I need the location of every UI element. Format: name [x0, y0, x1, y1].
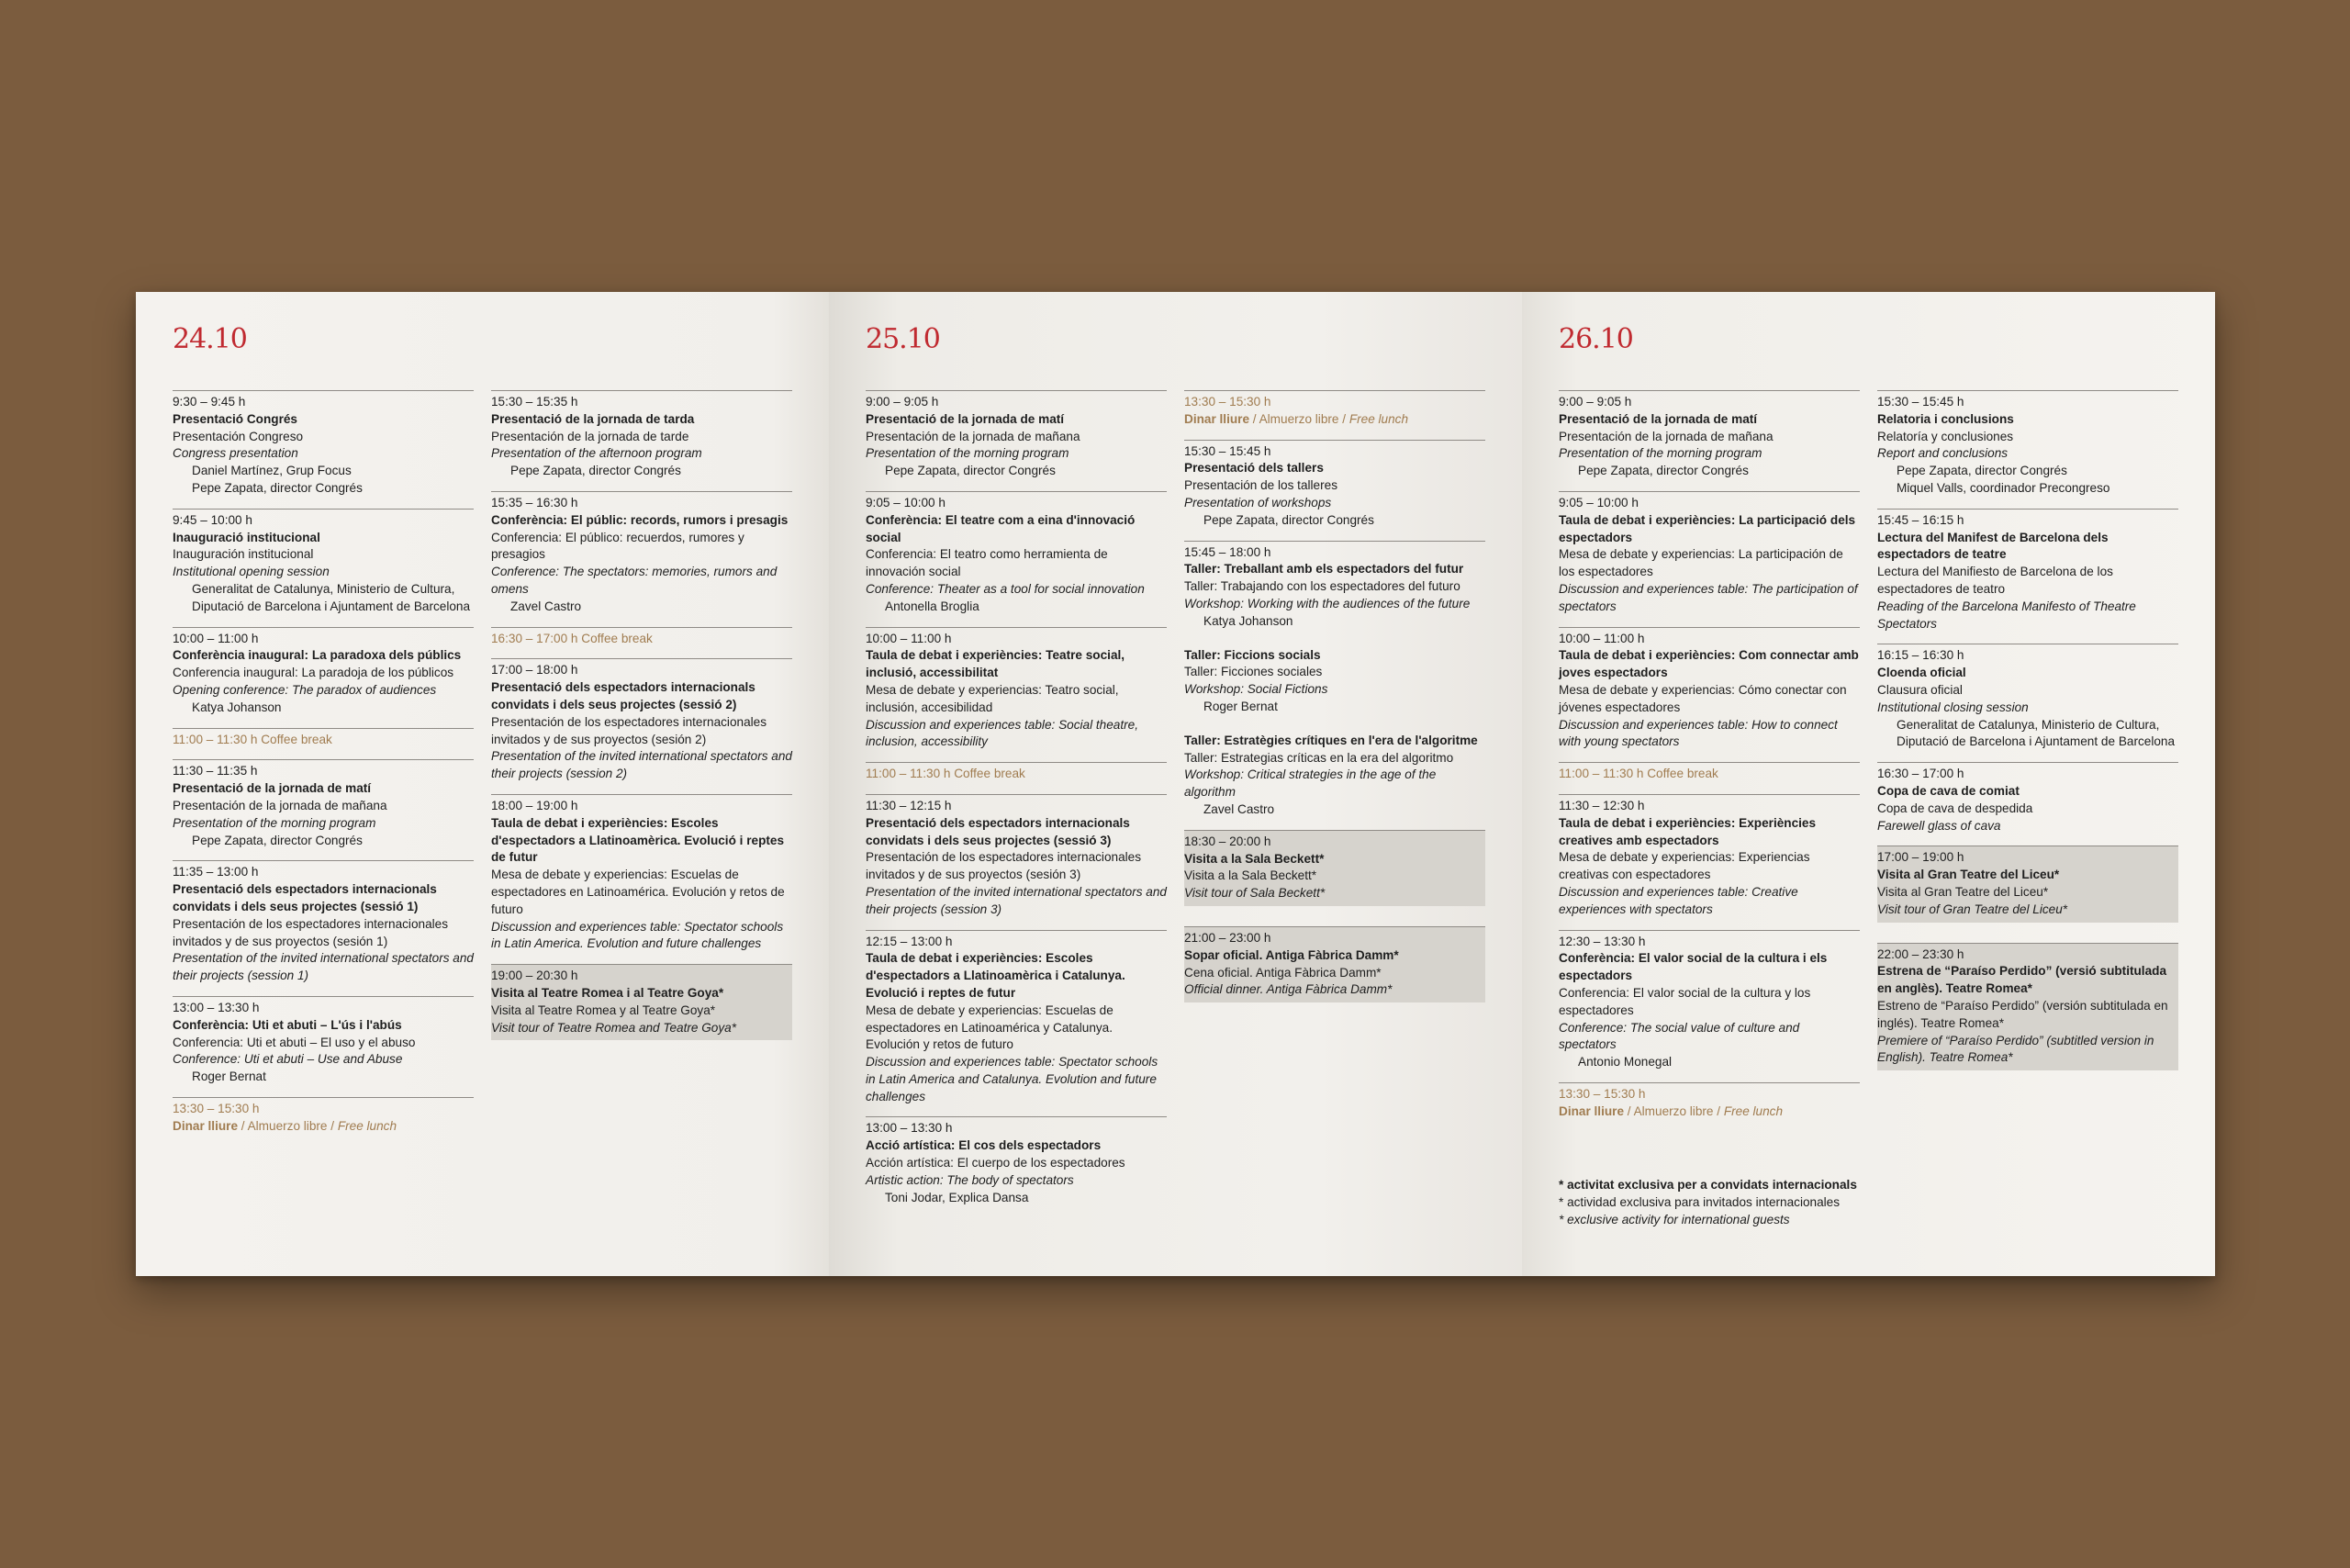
entry-title: Visita al Teatre Romea i al Teatre Goya* — [491, 985, 724, 1000]
entry-title-en: Visit tour of Gran Teatre del Liceu* — [1877, 902, 2068, 916]
program-entry — [866, 930, 1167, 1117]
entry-title: Acció artística: El cos dels espectadors — [866, 1138, 1102, 1153]
entry-title-es: Mesa de debate y experiencias: Experiencias creativas con espectadores — [1559, 850, 1810, 882]
entry-title: Presentació dels espectadors internacionals convidats i dels seus projectes (sessió 2) — [491, 680, 755, 711]
program-entry — [173, 759, 474, 860]
entry-speaker: Roger Bernat — [192, 1070, 266, 1084]
entry-time: 11:35 – 13:00 h — [173, 865, 259, 879]
entry-title-es: Presentación de los espectadores internacionales invitados y de sus proyectos (sesión 2) — [491, 714, 767, 746]
program-entry — [173, 996, 474, 1097]
entry-title-en: Premiere of “Paraíso Perdido” (subtitled version in English). Teatre Romea* — [1877, 1033, 2154, 1065]
lunch-line — [1184, 411, 1485, 429]
program-entry — [1559, 390, 1860, 491]
entry-title-en: Presentation of the morning program — [173, 815, 376, 830]
footnote-en: * exclusive activity for international guests — [1559, 1213, 1790, 1227]
entry-title: Sopar oficial. Antiga Fàbrica Damm* — [1184, 947, 1399, 962]
workshop-block — [1184, 647, 1485, 716]
entry-title: Taula de debat i experiències: Escoles d'espectadors a Llatinoamèrica i Catalunya. Evolució i reptes de futur — [866, 951, 1125, 1000]
entry-time: 13:30 – 15:30 h — [1184, 395, 1271, 409]
lunch-title: Dinar lliure — [1184, 411, 1250, 426]
entry-title: Presentació de la jornada de matí — [173, 781, 372, 796]
entry-title-es: Conferencia: El teatro como herramienta de innovación social — [866, 547, 1108, 579]
entry-title-en: Presentation of the morning program — [1559, 446, 1762, 461]
entry-title: Lectura del Manifest de Barcelona dels espectadors de teatre — [1877, 530, 2109, 562]
entry-title: Presentació dels espectadors internacionals convidats i dels seus projectes (sessió 3) — [866, 815, 1130, 847]
entry-title: Taula de debat i experiències: Experiències creatives amb espectadors — [1559, 815, 1817, 847]
entry-title-en: Visit tour of Sala Beckett* — [1184, 886, 1326, 901]
program-entry — [491, 390, 792, 491]
schedule-column — [1184, 390, 1485, 1023]
coffee-break — [1559, 762, 1860, 794]
program-entry — [173, 627, 474, 728]
entry-title-es: Mesa de debate y experiencias: Escuelas de espectadores en Latinoamérica y Catalunya. Evolución y retos de futuro — [866, 1002, 1113, 1052]
entry-title-en: Official dinner. Antiga Fàbrica Damm* — [1184, 982, 1393, 997]
coffee-break — [491, 627, 792, 659]
coffee-break — [173, 728, 474, 760]
entry-title-en: Discussion and experiences table: Spectator schools in Latin America. Evolution and future challenges — [491, 919, 784, 951]
entry-title: Taula de debat i experiències: Teatre social, inclusió, accessibilitat — [866, 648, 1125, 680]
entry-title-en: Artistic action: The body of spectators — [866, 1172, 1074, 1187]
program-entry — [1559, 930, 1860, 1082]
entry-speaker: Zavel Castro — [1203, 801, 1275, 816]
entry-title: Conferència: Uti et abuti – L'ús i l'abús — [173, 1017, 402, 1032]
schedule-column — [1877, 390, 2178, 1091]
entry-time: 13:30 – 15:30 h — [1559, 1086, 1646, 1101]
program-entry — [1559, 794, 1860, 930]
entry-speaker: Pepe Zapata, director Congrés — [192, 833, 363, 847]
exclusive-activity — [1184, 830, 1485, 906]
entry-title-es: Inauguración institucional — [173, 547, 314, 562]
entry-title-en: Presentation of the afternoon program — [491, 446, 702, 461]
entry-time: 10:00 – 11:00 h — [866, 631, 952, 645]
entry-time: 21:00 – 23:00 h — [1184, 930, 1271, 945]
day-panel-3 — [1522, 292, 2215, 1276]
entry-time: 15:35 – 16:30 h — [491, 495, 578, 510]
entry-speaker: Generalitat de Catalunya, Ministerio de Cultura, Diputació de Barcelona i Ajuntament de Barcelona — [192, 581, 471, 613]
entry-speaker: Pepe Zapata, director Congrés — [1578, 464, 1749, 478]
entry-title-en: Presentation of workshops — [1184, 495, 1332, 510]
entry-time: 15:30 – 15:35 h — [491, 395, 578, 409]
entry-speaker: Katya Johanson — [1203, 613, 1293, 628]
entry-title-es: Taller: Ficciones sociales — [1184, 665, 1323, 679]
program-entry — [866, 794, 1167, 930]
day-panel-1 — [136, 292, 829, 1276]
entry-title-es: Visita al Gran Teatre del Liceu* — [1877, 884, 2049, 899]
entry-title: Taula de debat i experiències: Com connectar amb joves espectadors — [1559, 648, 1859, 680]
entry-time: 10:00 – 11:00 h — [173, 631, 259, 645]
entry-time: 12:30 – 13:30 h — [1559, 934, 1646, 948]
entry-title-en: Presentation of the invited international spectators and their projects (session 1) — [173, 951, 474, 983]
entry-title-es: Mesa de debate y experiencias: Teatro social, inclusión, accesibilidad — [866, 682, 1119, 714]
entry-title-es: Presentación Congreso — [173, 429, 304, 443]
entry-speaker: Pepe Zapata, director Congrés — [885, 464, 1056, 478]
entry-time: 11:30 – 12:30 h — [1559, 798, 1645, 812]
entry-title-es: Presentación de los talleres — [1184, 478, 1337, 493]
entry-time: 15:45 – 18:00 h — [1184, 544, 1271, 559]
entry-title-en: Presentation of the invited international spectators and their projects (session 2) — [491, 749, 792, 781]
entry-speaker: Toni Jodar, Explica Dansa — [885, 1190, 1029, 1204]
entry-title-en: Farewell glass of cava — [1877, 818, 2001, 833]
program-entry — [1559, 491, 1860, 627]
lunch-es: / Almuerzo libre / — [238, 1118, 338, 1133]
lunch-en: Free lunch — [1723, 1103, 1784, 1118]
program-entry — [491, 658, 792, 794]
lunch-break — [1559, 1082, 1860, 1132]
program-entry — [866, 491, 1167, 627]
entry-title-en: Report and conclusions — [1877, 446, 2009, 461]
entry-time: 16:30 – 17:00 h — [1877, 767, 1964, 781]
entry-title-es: Visita a la Sala Beckett* — [1184, 868, 1317, 883]
entry-title-es: Conferencia: Uti et abuti – El uso y el abuso — [173, 1035, 416, 1049]
lunch-break — [173, 1097, 474, 1147]
entry-time: 22:00 – 23:30 h — [1877, 946, 1964, 961]
entry-time: 15:30 – 15:45 h — [1184, 443, 1271, 458]
entry-time: 9:45 – 10:00 h — [173, 512, 252, 527]
footnote-ca: * activitat exclusiva per a convidats internacionals — [1559, 1178, 1857, 1193]
entry-speaker: Daniel Martínez, Grup Focus — [192, 464, 352, 478]
entry-title-es: Presentación de la jornada de mañana — [866, 429, 1080, 443]
entry-time: 9:00 – 9:05 h — [1559, 395, 1632, 409]
entry-title-en: Institutional closing session — [1877, 700, 2029, 714]
entry-title: Estrena de “Paraíso Perdido” (versió subtitulada en anglès). Teatre Romea* — [1877, 964, 2167, 996]
entry-title-en: Discussion and experiences table: The participation of spectators — [1559, 581, 1858, 613]
entry-title-es: Conferencia: El público: recuerdos, rumores y presagios — [491, 530, 744, 562]
entry-title-en: Workshop: Working with the audiences of the future — [1184, 596, 1471, 610]
entry-title: Taller: Estratègies crítiques en l'era de l'algoritme — [1184, 733, 1478, 747]
entry-title-es: Conferencia: El valor social de la cultura y los espectadores — [1559, 985, 1811, 1017]
entry-title-es: Taller: Trabajando con los espectadores del futuro — [1184, 579, 1460, 594]
exclusive-activity — [1877, 846, 2178, 922]
entry-title-en: Discussion and experiences table: Creative experiences with spectators — [1559, 884, 1798, 916]
exclusive-activity — [491, 964, 792, 1040]
program-entry — [173, 860, 474, 996]
entry-title-en: Conference: Theater as a tool for social innovation — [866, 581, 1145, 596]
entry-title-en: Institutional opening session — [173, 565, 330, 579]
entry-title-en: Discussion and experiences table: Spectator schools in Latin America and Catalunya. Evolution and future challenges — [866, 1055, 1158, 1103]
break-text: 11:00 – 11:30 h Coffee break — [173, 732, 332, 746]
entry-time: 13:00 – 13:30 h — [173, 1000, 260, 1014]
entry-title: Inauguració institucional — [173, 530, 320, 544]
entry-time: 9:00 – 9:05 h — [866, 395, 939, 409]
entry-title: Cloenda oficial — [1877, 666, 1966, 680]
entry-speaker: Generalitat de Catalunya, Ministerio de Cultura, Diputació de Barcelona i Ajuntament de Barcelona — [1897, 717, 2176, 749]
program-entry — [1877, 509, 2178, 644]
entry-time: 11:30 – 11:35 h — [173, 764, 258, 778]
entry-title-en: Workshop: Critical strategies in the age of the algorithm — [1184, 767, 1437, 800]
entry-title-es: Presentación de los espectadores internacionales invitados y de sus proyectos (sesión 1) — [173, 916, 449, 948]
entry-title-en: Workshop: Social Fictions — [1184, 682, 1328, 697]
entry-time: 12:15 – 13:00 h — [866, 934, 953, 948]
entry-title-en: Conference: The social value of culture and spectators — [1559, 1020, 1800, 1052]
entry-title: Presentació de la jornada de tarda — [491, 411, 695, 426]
schedule-column — [1559, 390, 1860, 1229]
entry-time: 17:00 – 19:00 h — [1877, 850, 1964, 865]
entry-title-en: Conference: Uti et abuti – Use and Abuse — [173, 1052, 403, 1067]
entry-title: Conferència: El valor social de la cultura i els espectadors — [1559, 951, 1828, 983]
entry-speaker: Pepe Zapata, director Congrés — [1203, 512, 1374, 527]
break-text: 11:00 – 11:30 h Coffee break — [866, 767, 1025, 781]
entry-time: 13:00 – 13:30 h — [866, 1121, 953, 1136]
entry-title: Relatoria i conclusions — [1877, 411, 2014, 426]
entry-title: Presentació de la jornada de matí — [1559, 411, 1758, 426]
entry-title: Visita al Gran Teatre del Liceu* — [1877, 868, 2060, 882]
program-entry — [1877, 390, 2178, 509]
day-date: 24.10 — [173, 323, 247, 355]
entry-title-en: Reading of the Barcelona Manifesto of Theatre Spectators — [1877, 599, 2136, 631]
entry-title-es: Acción artística: El cuerpo de los espectadores — [866, 1156, 1125, 1170]
day-panel-2 — [829, 292, 1522, 1276]
break-text: 11:00 – 11:30 h Coffee break — [1559, 767, 1718, 781]
program-entry — [1877, 762, 2178, 846]
lunch-title: Dinar lliure — [173, 1118, 239, 1133]
program-entry — [1877, 644, 2178, 762]
entry-title: Copa de cava de comiat — [1877, 783, 2020, 798]
entry-title: Presentació de la jornada de matí — [866, 411, 1065, 426]
entry-speaker: Zavel Castro — [510, 599, 582, 613]
entry-time: 18:00 – 19:00 h — [491, 798, 578, 812]
entry-title-es: Mesa de debate y experiencias: La participación de los espectadores — [1559, 547, 1843, 579]
entry-title-es: Mesa de debate y experiencias: Escuelas de espectadores en Latinoamérica. Evolución y retos de futuro — [491, 868, 785, 916]
day-date: 25.10 — [866, 323, 940, 355]
entry-speaker: Pepe Zapata, director Congrés — [192, 480, 363, 495]
entry-title: Taula de debat i experiències: Escoles d'espectadors a Llatinoamèrica. Evolució i reptes de futur — [491, 815, 785, 865]
program-entry — [173, 390, 474, 509]
day-date: 26.10 — [1559, 323, 1633, 355]
entry-title-en: Presentation of the invited international spectators and their projects (session 3) — [866, 884, 1167, 916]
entry-title: Presentació dels tallers — [1184, 461, 1324, 476]
entry-title-en: Conference: The spectators: memories, rumors and omens — [491, 565, 778, 596]
workshop-block — [1184, 733, 1485, 819]
entry-title-en: Visit tour of Teatre Romea and Teatre Goya* — [491, 1020, 736, 1035]
entry-time: 18:30 – 20:00 h — [1184, 834, 1271, 848]
entry-title-es: Estreno de “Paraíso Perdido” (versión subtitulada en inglés). Teatre Romea* — [1877, 998, 2168, 1030]
entry-time: 9:05 – 10:00 h — [1559, 495, 1639, 510]
program-brochure — [136, 292, 2215, 1276]
entry-title-es: Visita al Teatre Romea y al Teatre Goya* — [491, 1002, 716, 1017]
entry-time: 9:30 – 9:45 h — [173, 395, 246, 409]
entry-title: Conferència: El públic: records, rumors i presagis — [491, 512, 789, 527]
entry-title-es: Taller: Estrategias críticas en la era del algoritmo — [1184, 750, 1454, 765]
entry-title: Taller: Ficcions socials — [1184, 647, 1321, 662]
lunch-es: / Almuerzo libre / — [1249, 411, 1349, 426]
break-text: 16:30 – 17:00 h Coffee break — [491, 631, 653, 645]
entry-time: 15:45 – 16:15 h — [1877, 512, 1964, 527]
program-entry — [491, 491, 792, 627]
entry-title-es: Presentación de la jornada de mañana — [173, 798, 387, 812]
entry-time: 17:00 – 18:00 h — [491, 663, 578, 678]
entry-title-es: Copa de cava de despedida — [1877, 801, 2033, 815]
entry-title-es: Lectura del Manifiesto de Barcelona de los espectadores de teatro — [1877, 565, 2113, 596]
entry-speaker: Antonella Broglia — [885, 599, 979, 613]
entry-title-en: Discussion and experiences table: Social theatre, inclusion, accessibility — [866, 717, 1138, 749]
program-entry — [1559, 627, 1860, 763]
program-entry — [866, 1116, 1167, 1217]
program-entry — [173, 509, 474, 627]
lunch-line — [173, 1118, 474, 1136]
entry-time: 19:00 – 20:30 h — [491, 969, 578, 983]
program-entry — [866, 390, 1167, 491]
entry-title-es: Conferencia inaugural: La paradoja de los públicos — [173, 666, 454, 680]
lunch-es: / Almuerzo libre / — [1624, 1103, 1724, 1118]
entry-title-es: Presentación de la jornada de tarde — [491, 429, 689, 443]
entry-title: Presentació dels espectadors internacionals convidats i dels seus projectes (sessió 1) — [173, 882, 437, 913]
entry-time: 15:30 – 15:45 h — [1877, 395, 1964, 409]
entry-speaker: Roger Bernat — [1203, 699, 1278, 713]
lunch-break — [1184, 390, 1485, 440]
schedule-column — [866, 390, 1167, 1217]
program-entry — [866, 627, 1167, 763]
entry-title: Taller: Treballant amb els espectadors del futur — [1184, 562, 1464, 577]
entry-title-es: Relatoría y conclusiones — [1877, 429, 2014, 443]
lunch-line — [1559, 1103, 1860, 1121]
lunch-title: Dinar lliure — [1559, 1103, 1625, 1118]
entry-title-es: Mesa de debate y experiencias: Cómo conectar con jóvenes espectadores — [1559, 682, 1847, 714]
entry-title-en: Discussion and experiences table: How to connect with young spectators — [1559, 717, 1838, 749]
entry-time: 13:30 – 15:30 h — [173, 1101, 260, 1115]
lunch-en: Free lunch — [337, 1118, 397, 1133]
entry-title: Conferència inaugural: La paradoxa dels públics — [173, 648, 462, 663]
entry-title: Visita a la Sala Beckett* — [1184, 851, 1325, 866]
entry-time: 16:15 – 16:30 h — [1877, 648, 1964, 663]
entry-title: Conferència: El teatre com a eina d'innovació social — [866, 512, 1136, 544]
schedule-column — [173, 390, 474, 1146]
entry-speaker: Miquel Valls, coordinador Precongreso — [1897, 480, 2110, 495]
entry-title-en: Opening conference: The paradox of audiences — [173, 682, 437, 697]
program-entry — [491, 794, 792, 964]
entry-time: 10:00 – 11:00 h — [1559, 631, 1645, 645]
entry-speaker: Pepe Zapata, director Congrés — [1897, 464, 2067, 478]
entry-time: 11:30 – 12:15 h — [866, 798, 952, 812]
schedule-column — [491, 390, 792, 1060]
program-entry — [1184, 440, 1485, 541]
lunch-en: Free lunch — [1348, 411, 1409, 426]
entry-title-en: Presentation of the morning program — [866, 446, 1069, 461]
exclusive-activity — [1877, 943, 2178, 1071]
entry-title-es: Cena oficial. Antiga Fàbrica Damm* — [1184, 965, 1382, 980]
entry-title: Presentació Congrés — [173, 411, 297, 426]
entry-speaker: Katya Johanson — [192, 700, 282, 714]
coffee-break — [866, 762, 1167, 794]
exclusive-footnote — [1559, 1177, 1860, 1228]
entry-title-es: Clausura oficial — [1877, 682, 1963, 697]
exclusive-activity — [1184, 926, 1485, 1002]
entry-speaker: Antonio Monegal — [1578, 1055, 1673, 1070]
entry-title: Taula de debat i experiències: La participació dels espectadors — [1559, 512, 1856, 544]
footnote-es: * actividad exclusiva para invitados internacionales — [1559, 1195, 1841, 1210]
entry-title-es: Presentación de los espectadores internacionales invitados y de sus proyectos (sesión 3) — [866, 850, 1142, 882]
entry-time: 9:05 – 10:00 h — [866, 495, 946, 510]
entry-speaker: Pepe Zapata, director Congrés — [510, 464, 681, 478]
program-entry — [1184, 541, 1485, 830]
entry-title-en: Congress presentation — [173, 446, 298, 461]
entry-title-es: Presentación de la jornada de mañana — [1559, 429, 1774, 443]
